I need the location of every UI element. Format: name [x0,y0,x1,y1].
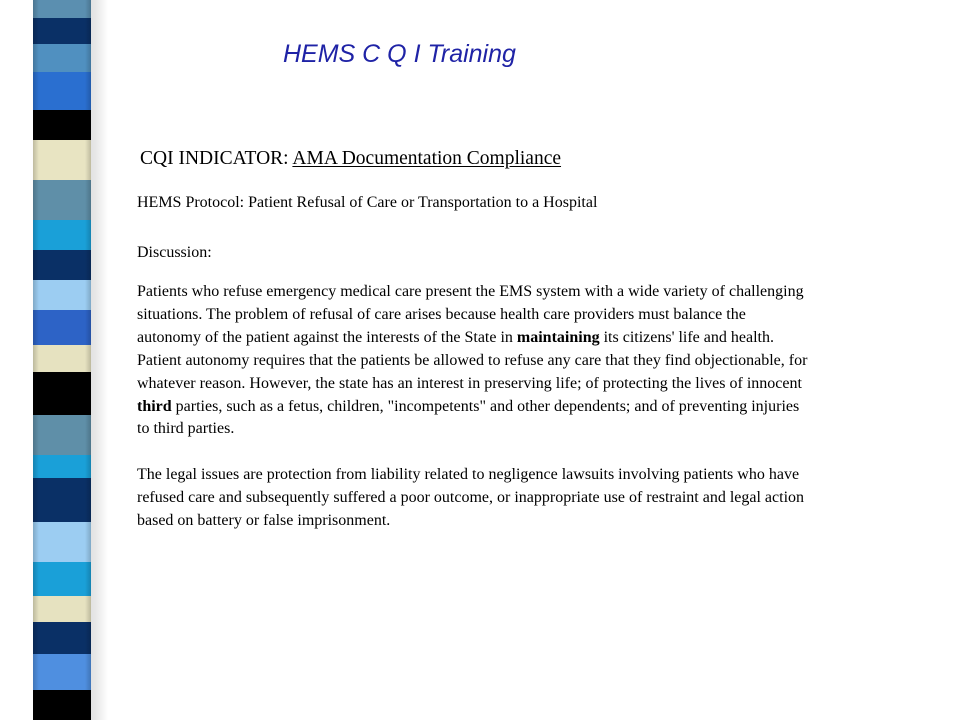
paragraph-line [137,396,937,419]
paragraph-line: based on battery or false imprisonment. [137,512,391,530]
paragraph-line: The legal issues are protection from liability related to negligence lawsuits involving patients who have [137,466,800,484]
bold-word-maintaining: maintaining [516,328,600,346]
line-text: parties, such as a fetus, children, "incompetents" and other dependents; and of preventing injuries [171,397,800,415]
protocol-line: HEMS Protocol: Patient Refusal of Care or Transportation to a Hospital [137,194,598,211]
paragraph-line: situations. The problem of refusal of care arises because health care providers must balance the [137,305,746,323]
bold-word-third: third [137,397,172,415]
paragraph-line: to third parties. [137,420,235,438]
indicator-label: CQI INDICATOR: [140,148,293,169]
slide-title: HEMS C Q I Training [283,40,516,68]
paragraph-line: refused care and subsequently suffered a poor outcome, or inappropriate use of restraint and legal action [137,489,805,507]
cqi-indicator-line [140,146,937,172]
color-stripe-decoration [33,0,91,720]
paragraph-line [137,327,937,350]
paragraph-line: Patients who refuse emergency medical care present the EMS system with a wide variety of challenging [137,283,804,300]
line-text: its citizens' life and health. [599,328,774,346]
paragraph-line: Patient autonomy requires that the patients be allowed to refuse any care that they find objectionable, for [137,351,808,369]
document-body [137,146,937,533]
line-text: autonomy of the patient against the interests of the State in [137,328,517,346]
paragraph-line: whatever reason. However, the state has an interest in preserving life; of protecting the lives of innocent [137,374,802,392]
discussion-paragraph-2 [137,464,937,533]
indicator-name: AMA Documentation Compliance [292,148,562,169]
discussion-paragraph-1 [137,281,937,441]
discussion-heading: Discussion: [137,244,212,261]
